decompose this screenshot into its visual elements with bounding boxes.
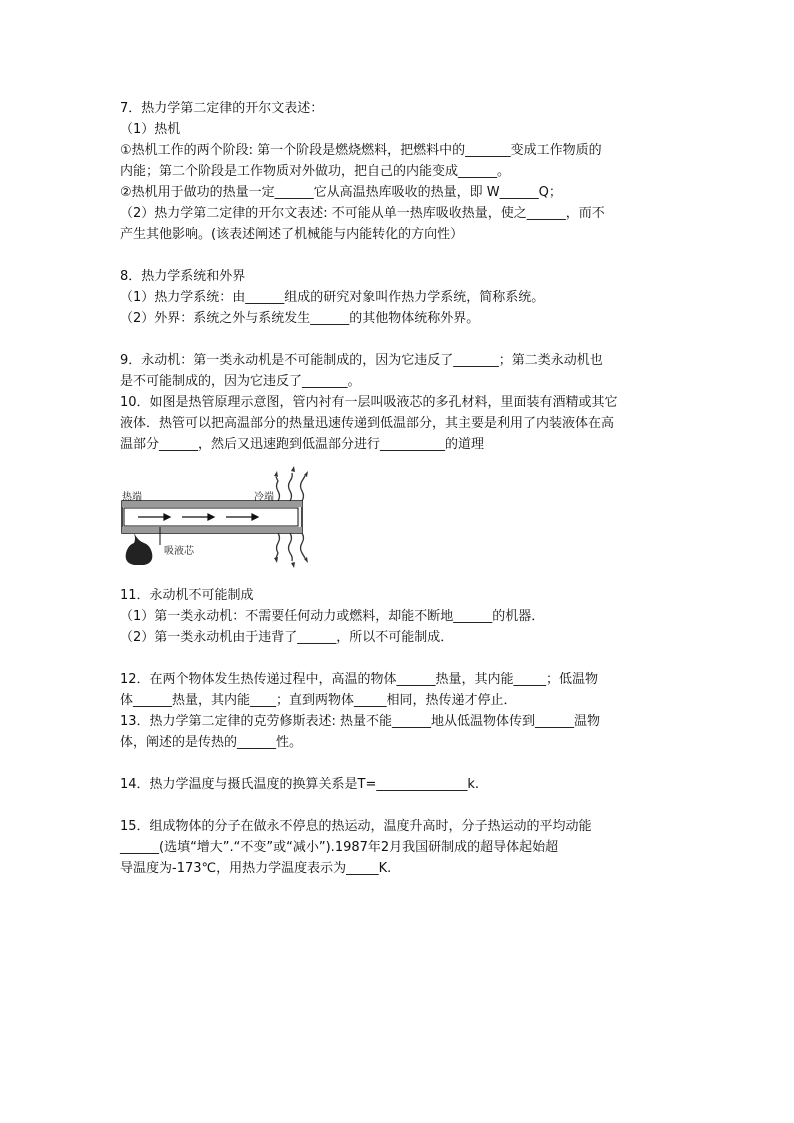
q12-b: 体______热量，其内能____；直到两物体_____相同，热传递才停止． (120, 693, 517, 708)
wick-top (122, 501, 302, 507)
wick-bottom (122, 527, 302, 533)
q10-c: 温部分______，然后又迅速跑到低温部分进行__________的道理 (120, 437, 485, 452)
q15-a: 15．组成物体的分子在做永不停息的热运动，温度升高时，分子热运动的平均动能 (120, 819, 592, 834)
question-15 (120, 816, 680, 879)
q8-p1: （1）热力学系统：由______组成的研究对象叫作热力学系统，简称系统。 (120, 290, 545, 305)
q15-b: ______(选填“增大”.“不变”或“减小”).1987年2月我国研制成的超导体起始超 (120, 840, 559, 855)
heat-waves-top (276, 473, 305, 501)
q8-title: 8．热力学系统和外界 (120, 269, 246, 284)
q7-p2: ②热机用于做功的热量一定______它从高温热库吸收的热量，即 W______Q； (120, 185, 562, 200)
q7-p1b: 内能；第二个阶段是工作物质对外做功，把自己的内能变成______。 (120, 164, 511, 179)
q7-title: 7．热力学第二定律的开尔文表述： (120, 101, 324, 116)
q10-b: 液体．热管可以把高温部分的热量迅速传递到低温部分，其主要是利用了内装液体在高 (120, 416, 615, 431)
label-wick: 吸液芯 (164, 546, 194, 557)
heat-pipe-diagram (120, 465, 320, 575)
q7-p3a: （2）热力学第二定律的开尔文表述: 不可能从单一热库吸收热量，使之______，而不 (120, 206, 605, 221)
question-7 (120, 98, 680, 245)
label-hot-end: 热端 (122, 492, 142, 503)
label-cold-end: 冷端 (254, 492, 274, 503)
question-12 (120, 669, 680, 711)
q15-c: 导温度为-173℃，用热力学温度表示为_____K. (120, 861, 392, 876)
q11-p2: （2）第一类永动机由于违背了______，所以不可能制成． (120, 630, 454, 645)
question-8 (120, 266, 680, 329)
heat-pipe-figure (120, 465, 320, 575)
q9-b: 是不可能制成的，因为它违反了_______。 (120, 374, 361, 389)
question-14 (120, 774, 680, 795)
question-9 (120, 350, 680, 392)
q9-a: 9．永动机：第一类永动机是不可能制成的，因为它违反了_______；第二类永动机也 (120, 353, 603, 368)
q7-p1a: ①热机工作的两个阶段: 第一个阶段是燃烧燃料，把燃料中的_______变成工作物质的 (120, 143, 602, 158)
burner-flame-icon (126, 533, 153, 565)
question-10 (120, 392, 680, 455)
q8-p2: （2）外界：系统之外与系统发生______的其他物体统称外界。 (120, 311, 480, 326)
q11-p1: （1）第一类永动机：不需要任何动力或燃料，却能不断地______的机器． (120, 609, 545, 624)
q14-a: 14．热力学温度与摄氏温度的换算关系是T=______________k. (120, 777, 480, 792)
q7-p3b: 产生其他影响。(该表述阐述了机械能与内能转化的方向性） (120, 227, 464, 242)
q13-a: 13．热力学第二定律的克劳修斯表述: 热量不能______地从低温物体传到______温物 (120, 714, 601, 729)
question-11 (120, 585, 680, 648)
q7-sub1: （1）热机 (120, 122, 181, 137)
question-list (120, 98, 680, 879)
q11-title: 11．永动机不可能制成 (120, 588, 254, 603)
q13-b: 体，阐述的是传热的______性。 (120, 735, 303, 750)
q10-a: 10．如图是热管原理示意图，管内衬有一层叫吸液芯的多孔材料，里面装有酒精或其它 (120, 395, 618, 410)
q12-a: 12．在两个物体发生热传递过程中，高温的物体______热量，其内能_____；低温物 (120, 672, 599, 687)
question-13 (120, 711, 680, 753)
heat-waves-bottom (276, 533, 305, 561)
